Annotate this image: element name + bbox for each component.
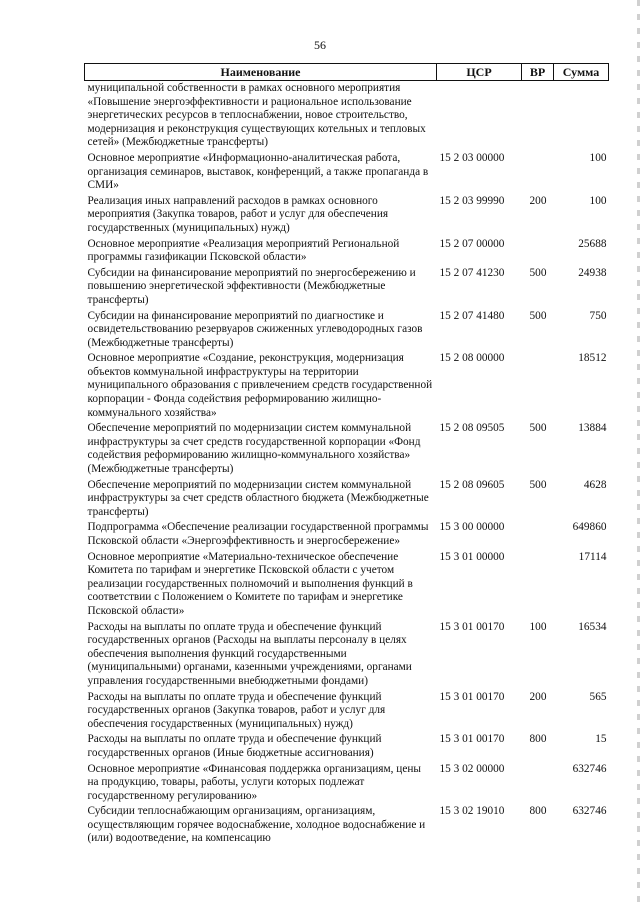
cell-vr bbox=[522, 762, 554, 805]
cell-vr: 100 bbox=[529, 620, 547, 633]
cell-vr: 500 bbox=[529, 422, 547, 435]
cell-name: Основное мероприятие «Финансовая поддержка организациям, цены на продукцию, товары, работы, услуги которых подлежат государственному регулированию» bbox=[87, 762, 421, 802]
cell-sum: 565 bbox=[589, 690, 607, 703]
cell-sum: 13884 bbox=[578, 422, 607, 435]
cell-csr: 15 3 02 19010 bbox=[439, 805, 505, 818]
table-row bbox=[85, 151, 609, 194]
cell-name: Основное мероприятие «Создание, реконструкция, модернизация объектов коммунальной инфраструктуры на территории муниципального образования с привлечением средств государственной корпорации - Фонда содействия реформированию жилищно-коммунального хозяйства» bbox=[87, 352, 433, 419]
cell-csr bbox=[437, 81, 522, 151]
cell-name: Реализация иных направлений расходов в рамках основного мероприятия (Закупка товаров, работ и услуг для обеспечения государственных (муниципальных) нужд) bbox=[87, 194, 389, 234]
cell-csr: 15 2 08 00000 bbox=[439, 352, 505, 365]
header-csr: ЦСР bbox=[437, 64, 522, 81]
cell-vr bbox=[522, 550, 554, 620]
cell-sum: 24938 bbox=[578, 266, 607, 279]
cell-name: Основное мероприятие «Информационно-аналитическая работа, организация семинаров, выставок, конференций, а также пропаганда в СМИ» bbox=[87, 151, 429, 192]
cell-sum: 649860 bbox=[572, 521, 607, 534]
cell-csr: 15 2 03 99990 bbox=[439, 194, 505, 207]
cell-vr bbox=[522, 151, 554, 194]
cell-sum: 632746 bbox=[572, 762, 607, 775]
table-row bbox=[85, 421, 609, 477]
cell-sum: 4628 bbox=[583, 478, 607, 491]
table-row bbox=[85, 351, 609, 421]
cell-sum bbox=[554, 81, 609, 151]
cell-sum: 18512 bbox=[578, 352, 607, 365]
cell-vr: 200 bbox=[529, 194, 547, 207]
cell-sum: 632746 bbox=[572, 805, 607, 818]
cell-csr: 15 3 01 00170 bbox=[439, 733, 505, 746]
budget-table bbox=[84, 63, 609, 847]
header-name: Наименование bbox=[85, 64, 437, 81]
cell-vr: 500 bbox=[529, 266, 547, 279]
cell-name: Субсидии на финансирование мероприятий по энергосбережению и повышению энергетической эффективности (Межбюджетные трансферты) bbox=[87, 266, 416, 306]
cell-csr: 15 2 07 00000 bbox=[439, 237, 505, 250]
cell-vr: 500 bbox=[529, 309, 547, 322]
cell-name: Обеспечение мероприятий по модернизации систем коммунальной инфраструктуры за счет средств областного бюджета (Межбюджетные трансферты) bbox=[87, 478, 429, 518]
cell-csr: 15 2 08 09605 bbox=[439, 478, 505, 491]
cell-csr: 15 3 01 00000 bbox=[439, 550, 505, 563]
cell-vr: 200 bbox=[529, 690, 547, 703]
cell-sum: 17114 bbox=[578, 550, 607, 563]
cell-sum: 100 bbox=[589, 194, 607, 207]
cell-csr: 15 3 00 00000 bbox=[439, 521, 505, 534]
header-vr: ВР bbox=[522, 64, 554, 81]
cell-vr bbox=[522, 81, 554, 151]
cell-name: Основное мероприятие «Материально-техническое обеспечение Комитета по тарифам и энергетике Псковской области с учетом реализации государственных полномочий и выполнения функций в соответствии с Положением о Комитете по тарифам и энергетике Псковской области» bbox=[87, 550, 413, 617]
cell-sum: 750 bbox=[589, 309, 607, 322]
cell-name: Основное мероприятие «Реализация мероприятий Региональной программы газификации Псковской области» bbox=[87, 237, 400, 264]
table-row bbox=[85, 237, 609, 266]
cell-csr: 15 2 07 41230 bbox=[439, 266, 505, 279]
cell-csr: 15 3 01 00170 bbox=[439, 620, 505, 633]
cell-name: Расходы на выплаты по оплате труда и обеспечение функций государственных органов (Иные бюджетные ассигнования) bbox=[87, 733, 382, 759]
cell-vr bbox=[522, 237, 554, 266]
table-row bbox=[85, 804, 609, 847]
cell-csr: 15 3 01 00170 bbox=[439, 690, 505, 703]
cell-csr: 15 3 02 00000 bbox=[439, 762, 505, 775]
cell-vr: 500 bbox=[529, 478, 547, 491]
cell-vr bbox=[522, 520, 554, 549]
cell-sum: 25688 bbox=[578, 237, 607, 250]
cell-name: Подпрограмма «Обеспечение реализации государственной программы Псковской области «Энергоэффективность и энергосбережение» bbox=[87, 521, 429, 547]
table-row bbox=[85, 520, 609, 549]
cell-csr: 15 2 07 41480 bbox=[439, 309, 505, 322]
table-row bbox=[85, 690, 609, 733]
table-row bbox=[85, 309, 609, 352]
cell-csr: 15 2 08 09505 bbox=[439, 422, 505, 435]
table-row bbox=[85, 620, 609, 690]
cell-vr bbox=[522, 351, 554, 421]
table-row bbox=[85, 194, 609, 237]
table-header-row bbox=[85, 64, 609, 81]
page-number: 56 bbox=[314, 38, 326, 52]
cell-sum: 15 bbox=[595, 733, 607, 746]
table-row bbox=[85, 266, 609, 309]
cell-sum: 100 bbox=[589, 151, 607, 164]
cell-name: Обеспечение мероприятий по модернизации систем коммунальной инфраструктуры за счет средств государственной корпорации «Фонд содействия реформированию жилищно-коммунального хозяйства» (Межбюджетные трансферты) bbox=[87, 422, 421, 476]
table-row bbox=[85, 762, 609, 805]
table-row bbox=[85, 81, 609, 151]
cell-name: Субсидии на финансирование мероприятий по диагностике и освидетельствованию резервуаров сжиженных углеводородных газов (Межбюджетные трансферты) bbox=[87, 309, 423, 349]
cell-csr: 15 2 03 00000 bbox=[439, 151, 505, 164]
cell-vr: 800 bbox=[529, 805, 547, 818]
cell-vr: 800 bbox=[529, 733, 547, 746]
header-sum: Сумма bbox=[554, 64, 609, 81]
cell-name: муниципальной собственности в рамках основного мероприятия «Повышение энергоэффективности и рациональное использование энергетических ресурсов в теплоснабжении, новое строительство, модернизация и реконструкция существующих котельных и тепловых сетей» (Межбюджетные трансферты) bbox=[87, 82, 426, 149]
cell-sum: 16534 bbox=[578, 620, 607, 633]
cell-name: Расходы на выплаты по оплате труда и обеспечение функций государственных органов (Расходы на выплаты персоналу в целях обеспечения выполнения функций государственными (муниципальными) органами, казенными учреждениями, органами управления государственными внебюджетными фондами) bbox=[87, 620, 412, 687]
table-row bbox=[85, 732, 609, 761]
table-row bbox=[85, 550, 609, 620]
table-row bbox=[85, 478, 609, 521]
cell-name: Расходы на выплаты по оплате труда и обеспечение функций государственных органов (Закупка товаров, работ и услуг для обеспечения государственных (муниципальных) нужд) bbox=[87, 690, 386, 730]
cell-name: Субсидии теплоснабжающим организациям, организациям, осуществляющим горячее водоснабжение, холодное водоснабжение и (или) водоотведение, на компенсацию bbox=[87, 805, 426, 845]
